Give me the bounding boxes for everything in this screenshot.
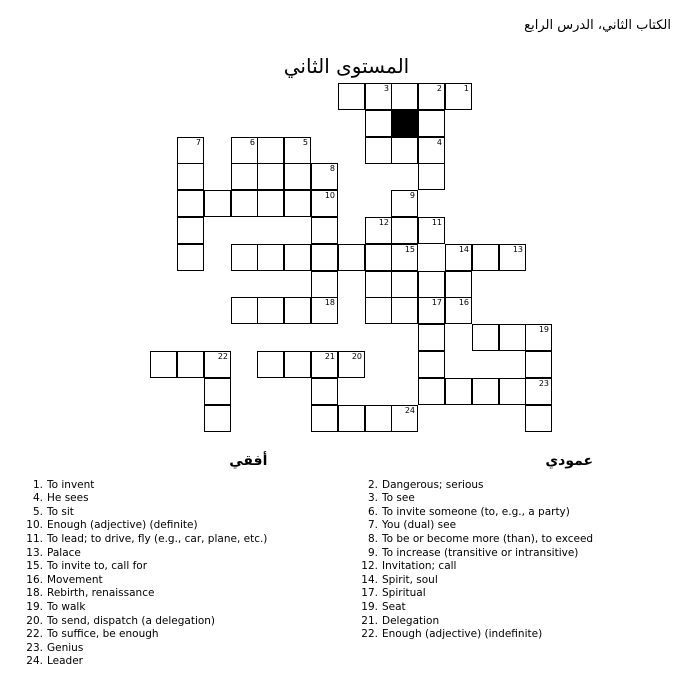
grid-cell[interactable]	[365, 137, 392, 164]
clue-item	[17, 519, 267, 533]
clue-item	[17, 642, 267, 656]
grid-cell[interactable]	[418, 83, 445, 110]
clue-text: Enough (adjective) (definite)	[47, 519, 198, 532]
cell-number: 22	[217, 352, 228, 361]
grid-cell[interactable]	[338, 83, 365, 110]
cell-number: 18	[324, 298, 335, 307]
clue-item	[352, 560, 593, 574]
grid-cell[interactable]	[391, 83, 418, 110]
grid-cell[interactable]	[472, 324, 499, 351]
grid-cell[interactable]	[257, 351, 284, 378]
grid-cell[interactable]	[391, 217, 418, 244]
cell-number: 2	[436, 84, 442, 93]
across-clues	[17, 455, 267, 669]
cell-number: 3	[383, 84, 389, 93]
grid-cell[interactable]	[391, 271, 418, 298]
grid-cell[interactable]	[418, 271, 445, 298]
grid-cell[interactable]	[499, 244, 526, 271]
clue-item	[352, 492, 593, 506]
clue-number: 1.	[32, 478, 43, 491]
clue-number: 22.	[26, 628, 43, 641]
grid-cell[interactable]	[391, 244, 418, 271]
grid-cell[interactable]	[365, 297, 392, 324]
grid-cell[interactable]	[257, 297, 284, 324]
cell-number: 21	[324, 352, 335, 361]
clue-item	[17, 628, 267, 642]
grid-cell[interactable]	[445, 378, 472, 405]
black-cell	[391, 110, 418, 137]
clue-number: 13.	[26, 546, 43, 559]
grid-cell[interactable]	[257, 190, 284, 217]
cell-number: 7	[195, 138, 201, 147]
clue-text: To invite someone (to, e.g., a party)	[382, 505, 570, 518]
grid-cell[interactable]	[177, 137, 204, 164]
grid-cell[interactable]	[257, 244, 284, 271]
clue-item	[352, 533, 593, 547]
clue-text: He sees	[47, 492, 89, 505]
clue-text: Invitation; call	[382, 560, 457, 573]
grid-cell[interactable]	[525, 378, 552, 405]
clue-item	[17, 601, 267, 615]
grid-cell[interactable]	[284, 137, 311, 164]
clue-number: 18.	[26, 587, 43, 600]
clue-number: 3.	[367, 492, 378, 505]
clue-item	[17, 479, 267, 493]
grid-cell[interactable]	[418, 378, 445, 405]
grid-cell[interactable]	[391, 190, 418, 217]
cell-number: 19	[538, 325, 549, 334]
grid-cell[interactable]	[311, 271, 338, 298]
grid-cell[interactable]	[418, 297, 445, 324]
clue-number: 9.	[367, 546, 378, 559]
grid-cell[interactable]	[150, 351, 177, 378]
grid-cell[interactable]	[284, 297, 311, 324]
clue-number: 14.	[361, 573, 378, 586]
clue-item	[352, 574, 593, 588]
cell-number: 14	[458, 245, 469, 254]
clue-text: To be or become more (than), to exceed	[382, 532, 594, 545]
clue-text: To increase (transitive or intransitive)	[382, 546, 579, 559]
clue-item	[352, 547, 593, 561]
cell-number: 15	[404, 245, 415, 254]
grid-cell[interactable]	[257, 163, 284, 190]
grid-cell[interactable]	[177, 351, 204, 378]
clue-number: 2.	[367, 478, 378, 491]
clue-item	[17, 655, 267, 669]
clue-item	[352, 601, 593, 615]
grid-cell[interactable]	[365, 244, 392, 271]
grid-cell[interactable]	[284, 163, 311, 190]
clue-item	[17, 547, 267, 561]
grid-cell[interactable]	[472, 378, 499, 405]
cell-number: 10	[324, 191, 335, 200]
clue-text: To invent	[47, 478, 95, 491]
clue-number: 17.	[361, 587, 378, 600]
clue-number: 22.	[361, 628, 378, 641]
grid-cell[interactable]	[284, 351, 311, 378]
clue-number: 12.	[361, 560, 378, 573]
clue-number: 19.	[26, 600, 43, 613]
clue-number: 8.	[367, 532, 378, 545]
grid-cell[interactable]	[311, 351, 338, 378]
clue-text: Movement	[47, 573, 103, 586]
clue-item	[352, 479, 593, 493]
cell-number: 9	[409, 191, 415, 200]
grid-cell[interactable]	[231, 190, 258, 217]
clue-text: Delegation	[382, 614, 440, 627]
clue-number: 20.	[26, 614, 43, 627]
grid-cell[interactable]	[472, 244, 499, 271]
clue-number: 23.	[26, 641, 43, 654]
grid-cell[interactable]	[284, 244, 311, 271]
clue-number: 15.	[26, 560, 43, 573]
clue-text: To see	[382, 492, 415, 505]
grid-cell[interactable]	[418, 351, 445, 378]
cell-number: 11	[431, 218, 442, 227]
clue-item	[17, 533, 267, 547]
grid-cell[interactable]	[525, 351, 552, 378]
grid-cell[interactable]	[445, 271, 472, 298]
grid-cell[interactable]	[445, 244, 472, 271]
cell-number: 13	[512, 245, 523, 254]
grid-cell[interactable]	[445, 83, 472, 110]
grid-cell[interactable]	[338, 244, 365, 271]
grid-cell[interactable]	[499, 324, 526, 351]
cell-number: 8	[329, 164, 335, 173]
clue-item	[17, 560, 267, 574]
grid-cell[interactable]	[338, 405, 365, 432]
grid-cell[interactable]	[365, 110, 392, 137]
grid-cell[interactable]	[204, 378, 231, 405]
down-clues	[352, 455, 593, 642]
grid-cell[interactable]	[177, 244, 204, 271]
cell-number: 24	[404, 406, 415, 415]
grid-cell[interactable]	[365, 217, 392, 244]
down-list	[352, 479, 593, 642]
clue-item	[17, 506, 267, 520]
cell-number: 1	[463, 84, 469, 93]
clue-number: 21.	[361, 614, 378, 627]
grid-cell[interactable]	[418, 110, 445, 137]
grid-cell[interactable]	[418, 137, 445, 164]
grid-cell[interactable]	[231, 244, 258, 271]
grid-cell[interactable]	[177, 190, 204, 217]
grid-cell[interactable]	[445, 297, 472, 324]
puzzle-title: المستوى الثاني	[283, 54, 410, 78]
grid-cell[interactable]	[311, 405, 338, 432]
grid-cell[interactable]	[177, 217, 204, 244]
clue-item	[352, 587, 593, 601]
cell-number: 5	[302, 138, 308, 147]
clue-item	[17, 615, 267, 629]
grid-cell[interactable]	[525, 405, 552, 432]
grid-cell[interactable]	[418, 163, 445, 190]
clue-text: Seat	[382, 600, 406, 613]
grid-cell[interactable]	[391, 405, 418, 432]
clue-item	[352, 615, 593, 629]
grid-cell[interactable]	[311, 297, 338, 324]
grid-cell[interactable]	[311, 378, 338, 405]
clue-text: You (dual) see	[382, 519, 457, 532]
clue-text: Leader	[47, 655, 84, 668]
cell-number: 12	[378, 218, 389, 227]
grid-cell[interactable]	[418, 324, 445, 351]
grid-cell[interactable]	[418, 217, 445, 244]
clue-number: 24.	[26, 655, 43, 668]
clue-text: Palace	[47, 546, 81, 559]
clue-number: 19.	[361, 600, 378, 613]
clue-number: 4.	[32, 492, 43, 505]
clue-text: To sit	[47, 505, 74, 518]
clue-item	[352, 506, 593, 520]
clue-text: Dangerous; serious	[382, 478, 484, 491]
cell-number: 20	[351, 352, 362, 361]
grid-cell[interactable]	[311, 190, 338, 217]
clue-number: 7.	[367, 519, 378, 532]
across-list	[17, 479, 267, 669]
grid-cell[interactable]	[525, 324, 552, 351]
grid-cell[interactable]	[391, 297, 418, 324]
cell-number: 16	[458, 298, 469, 307]
clue-item	[352, 519, 593, 533]
clue-text: To walk	[47, 600, 86, 613]
grid-cell[interactable]	[338, 351, 365, 378]
page-header: الكتاب الثاني، الدرس الرابع	[524, 18, 671, 33]
clue-text: To suffice, be enough	[47, 628, 159, 641]
clue-text: Spiritual	[382, 587, 426, 600]
grid-cell[interactable]	[204, 405, 231, 432]
clue-item	[17, 587, 267, 601]
clue-item	[17, 574, 267, 588]
grid-cell[interactable]	[204, 190, 231, 217]
grid-cell[interactable]	[311, 217, 338, 244]
grid-cell[interactable]	[204, 351, 231, 378]
clue-text: To send, dispatch (a delegation)	[47, 614, 216, 627]
grid-cell[interactable]	[231, 137, 258, 164]
grid-cell[interactable]	[311, 244, 338, 271]
clue-item	[17, 492, 267, 506]
across-heading: أفقي	[229, 453, 268, 469]
grid-cell[interactable]	[365, 405, 392, 432]
clue-number: 6.	[367, 505, 378, 518]
grid-cell[interactable]	[365, 271, 392, 298]
grid-cell[interactable]	[311, 163, 338, 190]
grid-cell[interactable]	[284, 190, 311, 217]
grid-cell[interactable]	[365, 83, 392, 110]
cell-number: 6	[249, 138, 255, 147]
cell-number: 4	[436, 138, 442, 147]
grid-cell[interactable]	[257, 137, 284, 164]
clue-number: 16.	[26, 573, 43, 586]
cell-number: 23	[538, 379, 549, 388]
clue-item	[352, 628, 593, 642]
down-heading: عمودي	[545, 453, 594, 469]
clue-text: Rebirth, renaissance	[47, 587, 155, 600]
grid-cell[interactable]	[177, 163, 204, 190]
clue-text: Genius	[47, 641, 84, 654]
clue-number: 11.	[26, 532, 43, 545]
cell-number: 17	[431, 298, 442, 307]
clue-text: Spirit, soul	[382, 573, 438, 586]
clue-text: To invite to, call for	[47, 560, 148, 573]
clue-text: Enough (adjective) (indefinite)	[382, 628, 543, 641]
grid-cell[interactable]	[391, 137, 418, 164]
grid-cell[interactable]	[499, 378, 526, 405]
clue-number: 10.	[26, 519, 43, 532]
clue-text: To lead; to drive, fly (e.g., car, plane, etc.)	[47, 532, 268, 545]
grid-cell[interactable]	[231, 163, 258, 190]
grid-cell[interactable]	[231, 297, 258, 324]
clue-number: 5.	[32, 505, 43, 518]
